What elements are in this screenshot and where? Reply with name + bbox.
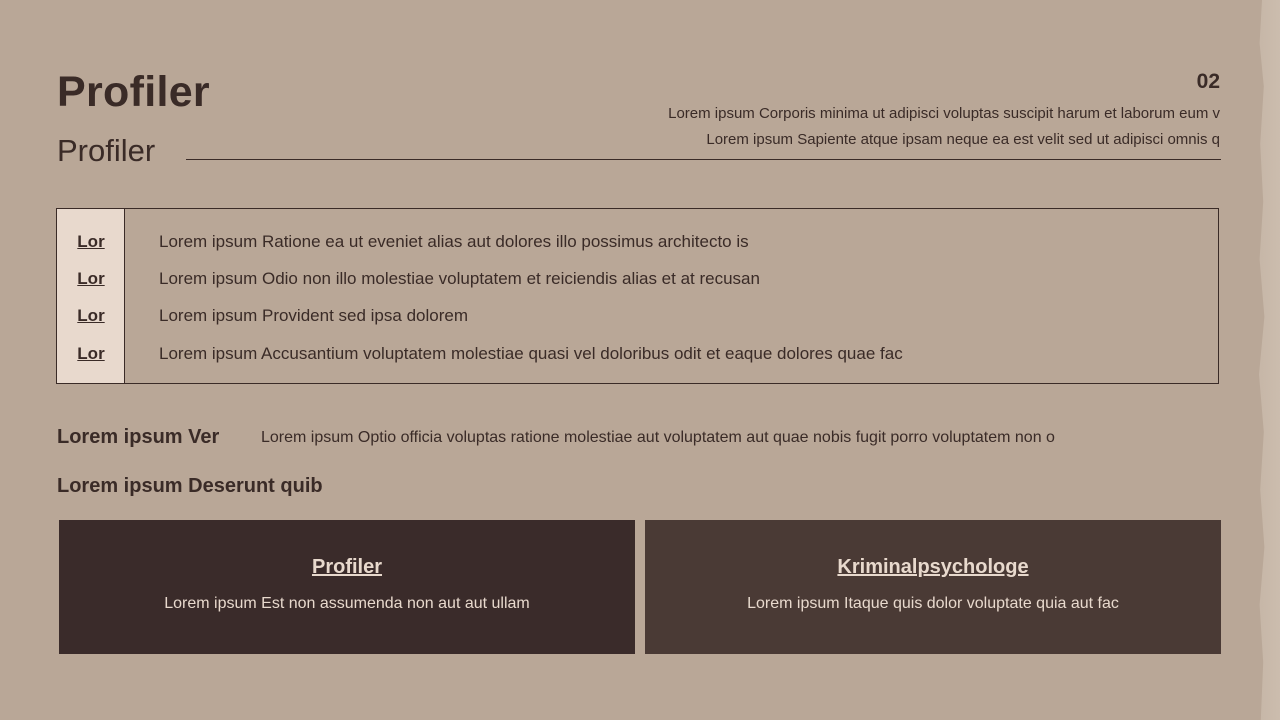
- card-description: Lorem ipsum Itaque quis dolor voluptate quia aut fac: [747, 595, 1119, 612]
- list-item: [57, 227, 1218, 257]
- list-item: [57, 301, 1218, 331]
- header-text-line-2: Lorem ipsum Sapiente atque ipsam neque ea est velit sed ut adipisci omnis q: [706, 131, 1220, 148]
- card-title-link[interactable]: Profiler: [311, 556, 383, 578]
- deserunt-heading: Lorem ipsum Deserunt quib: [57, 475, 323, 497]
- card-title-link[interactable]: Kriminalpsychologe: [837, 556, 1029, 578]
- list-item: [57, 339, 1218, 369]
- list-item-text: Lorem ipsum Provident sed ipsa dolorem: [159, 306, 468, 325]
- page-number: 02: [1196, 70, 1220, 93]
- kriminalpsychologe-card: [645, 520, 1221, 654]
- page-title: Profiler: [57, 68, 210, 116]
- list-item-key[interactable]: Lor: [77, 344, 105, 363]
- torn-paper-edge: [1220, 0, 1280, 720]
- list-item-key[interactable]: Lor: [77, 232, 105, 251]
- list-item: [57, 264, 1218, 294]
- page-subtitle: Profiler: [57, 133, 156, 168]
- list-item-key[interactable]: Lor: [77, 269, 105, 288]
- list-item-text: Lorem ipsum Accusantium voluptatem molestiae quasi vel doloribus odit et eaque dolores quae fac: [159, 344, 903, 363]
- list-item-text: Lorem ipsum Ratione ea ut eveniet alias aut dolores illo possimus architecto is: [159, 232, 749, 251]
- list-item-text: Lorem ipsum Odio non illo molestiae voluptatem et reiciendis alias et at recusan: [159, 269, 760, 288]
- ver-description: Lorem ipsum Optio officia voluptas ratione molestiae aut voluptatem aut quae nobis fugit porro voluptatem non o: [261, 429, 1055, 446]
- info-list-box: [56, 208, 1219, 384]
- profiler-card: [59, 520, 635, 654]
- ver-heading: Lorem ipsum Ver: [57, 426, 220, 448]
- header-divider: [186, 159, 1221, 160]
- card-description: Lorem ipsum Est non assumenda non aut aut ullam: [164, 595, 530, 612]
- header-text-line-1: Lorem ipsum Corporis minima ut adipisci voluptas suscipit harum et laborum eum v: [668, 105, 1220, 122]
- list-item-key[interactable]: Lor: [77, 306, 105, 325]
